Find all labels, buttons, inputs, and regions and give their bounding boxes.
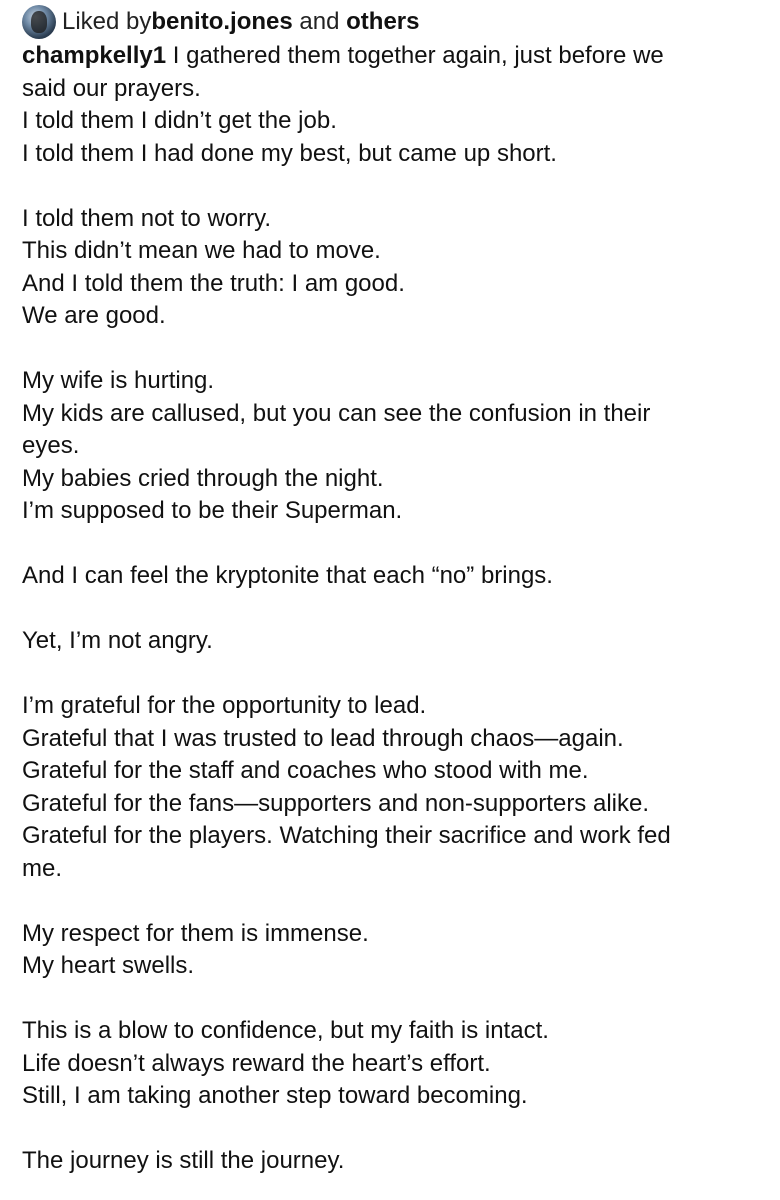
caption-line: I’m supposed to be their Superman. (22, 497, 403, 524)
caption-line: I told them I had done my best, but came up short. (22, 139, 557, 167)
caption-line: The journey is still the journey. (22, 1147, 345, 1174)
liked-by-others-link[interactable]: others (346, 8, 420, 35)
caption-line: Still, I am taking another step toward becoming. (22, 1082, 528, 1109)
post-caption-area (22, 4, 762, 1178)
caption-line: I told them not to worry. (22, 204, 271, 232)
caption-username-link[interactable]: champkelly1 (22, 42, 167, 69)
caption-line: And I told them the truth: I am good. (22, 269, 405, 297)
caption-lines (22, 73, 762, 1178)
caption-line: We are good. (22, 302, 166, 329)
caption-line: This didn’t mean we had to move. (22, 237, 381, 264)
caption-line: Life doesn’t always reward the heart’s effort. (22, 1049, 491, 1077)
caption-line: I told them I didn’t get the job. (22, 107, 337, 134)
caption-first-line (22, 40, 762, 73)
caption-line: Grateful for the fans—supporters and non-supporters alike. (22, 789, 649, 817)
caption-line: My respect for them is immense. (22, 919, 369, 947)
caption-line: My wife is hurting. (22, 367, 215, 394)
caption-line: This is a blow to confidence, but my faith is intact. (22, 1017, 549, 1044)
caption-line: My babies cried through the night. (22, 464, 384, 492)
caption-line: me. (22, 854, 63, 882)
caption-blank-line (22, 1113, 762, 1146)
caption-line: eyes. (22, 432, 80, 459)
caption-line: Yet, I’m not angry. (22, 627, 213, 654)
caption-line: My heart swells. (22, 952, 195, 979)
caption-line: I’m grateful for the opportunity to lead. (22, 692, 427, 719)
caption-blank-line (22, 333, 762, 366)
caption-line: And I can feel the kryptonite that each “no” brings. (22, 562, 553, 589)
caption-blank-line (22, 528, 762, 561)
liked-by-middle: and (292, 8, 347, 35)
liked-by-username-link[interactable]: benito.jones (151, 8, 293, 35)
caption-line: Grateful that I was trusted to lead through chaos—again. (22, 724, 624, 752)
liked-by-row[interactable] (22, 4, 762, 40)
liked-by-prefix: Liked by (62, 8, 152, 35)
caption-line: Grateful for the staff and coaches who stood with me. (22, 757, 589, 784)
caption-text (22, 40, 762, 1178)
caption-line: said our prayers. (22, 74, 201, 102)
caption-blank-line (22, 885, 762, 918)
caption-blank-line (22, 593, 762, 626)
caption-line: My kids are callused, but you can see the confusion in their (22, 399, 651, 427)
caption-first-line-text: I gathered them together again, just before we (166, 42, 664, 69)
caption-blank-line (22, 983, 762, 1016)
caption-line: Grateful for the players. Watching their sacrifice and work fed (22, 822, 671, 849)
user-avatar-icon[interactable] (22, 5, 56, 39)
caption-blank-line (22, 170, 762, 203)
caption-blank-line (22, 658, 762, 691)
